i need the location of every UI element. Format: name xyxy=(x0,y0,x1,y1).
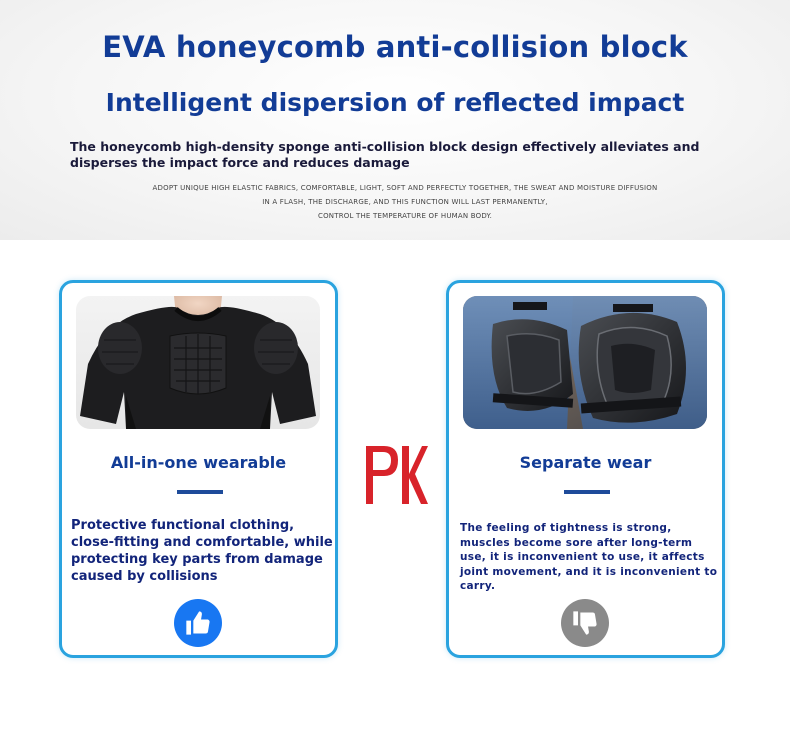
thumbs-down-icon xyxy=(561,599,609,647)
fine-print xyxy=(120,181,690,223)
thumbs-up-icon xyxy=(174,599,222,647)
protective-shirt-photo xyxy=(76,296,320,429)
fine-print-line: CONTROL THE TEMPERATURE OF HUMAN BODY. xyxy=(317,212,493,220)
left-comparison-card xyxy=(59,280,338,658)
right-card-text: The feeling of tightness is strong, muscles become sore after long-term use, it is inconvenient to use, it affects joint movement, and it is inconvenient to carry. xyxy=(460,522,718,592)
description-text: The honeycomb high-density sponge anti-collision block design effectively alleviates and disperses the impact force and reduces damage xyxy=(70,139,700,170)
left-card-title: All-in-one wearable xyxy=(110,453,287,472)
page-subtitle: Intelligent dispersion of reflected impact xyxy=(105,88,685,117)
page-title: EVA honeycomb anti-collision block xyxy=(102,30,688,64)
fine-print-line: IN A FLASH, THE DISCHARGE, AND THIS FUNCTION WILL LAST PERMANENTLY, xyxy=(262,198,548,206)
title-divider xyxy=(177,490,223,494)
knee-pads-photo xyxy=(463,296,707,429)
right-card-title: Separate wear xyxy=(519,453,652,472)
versus-pk-text: PK xyxy=(364,440,366,441)
title-divider xyxy=(564,490,610,494)
fine-print-line: ADOPT UNIQUE HIGH ELASTIC FABRICS, COMFORTABLE, LIGHT, SOFT AND PERFECTLY TOGETHER, THE SWEAT AND MOISTURE DIFFUSION xyxy=(152,184,658,192)
right-comparison-card xyxy=(446,280,725,658)
left-card-text: Protective functional clothing, close-fitting and comfortable, while protecting key parts from damage caused by collisions xyxy=(71,518,333,584)
versus-pk-label xyxy=(364,440,428,508)
